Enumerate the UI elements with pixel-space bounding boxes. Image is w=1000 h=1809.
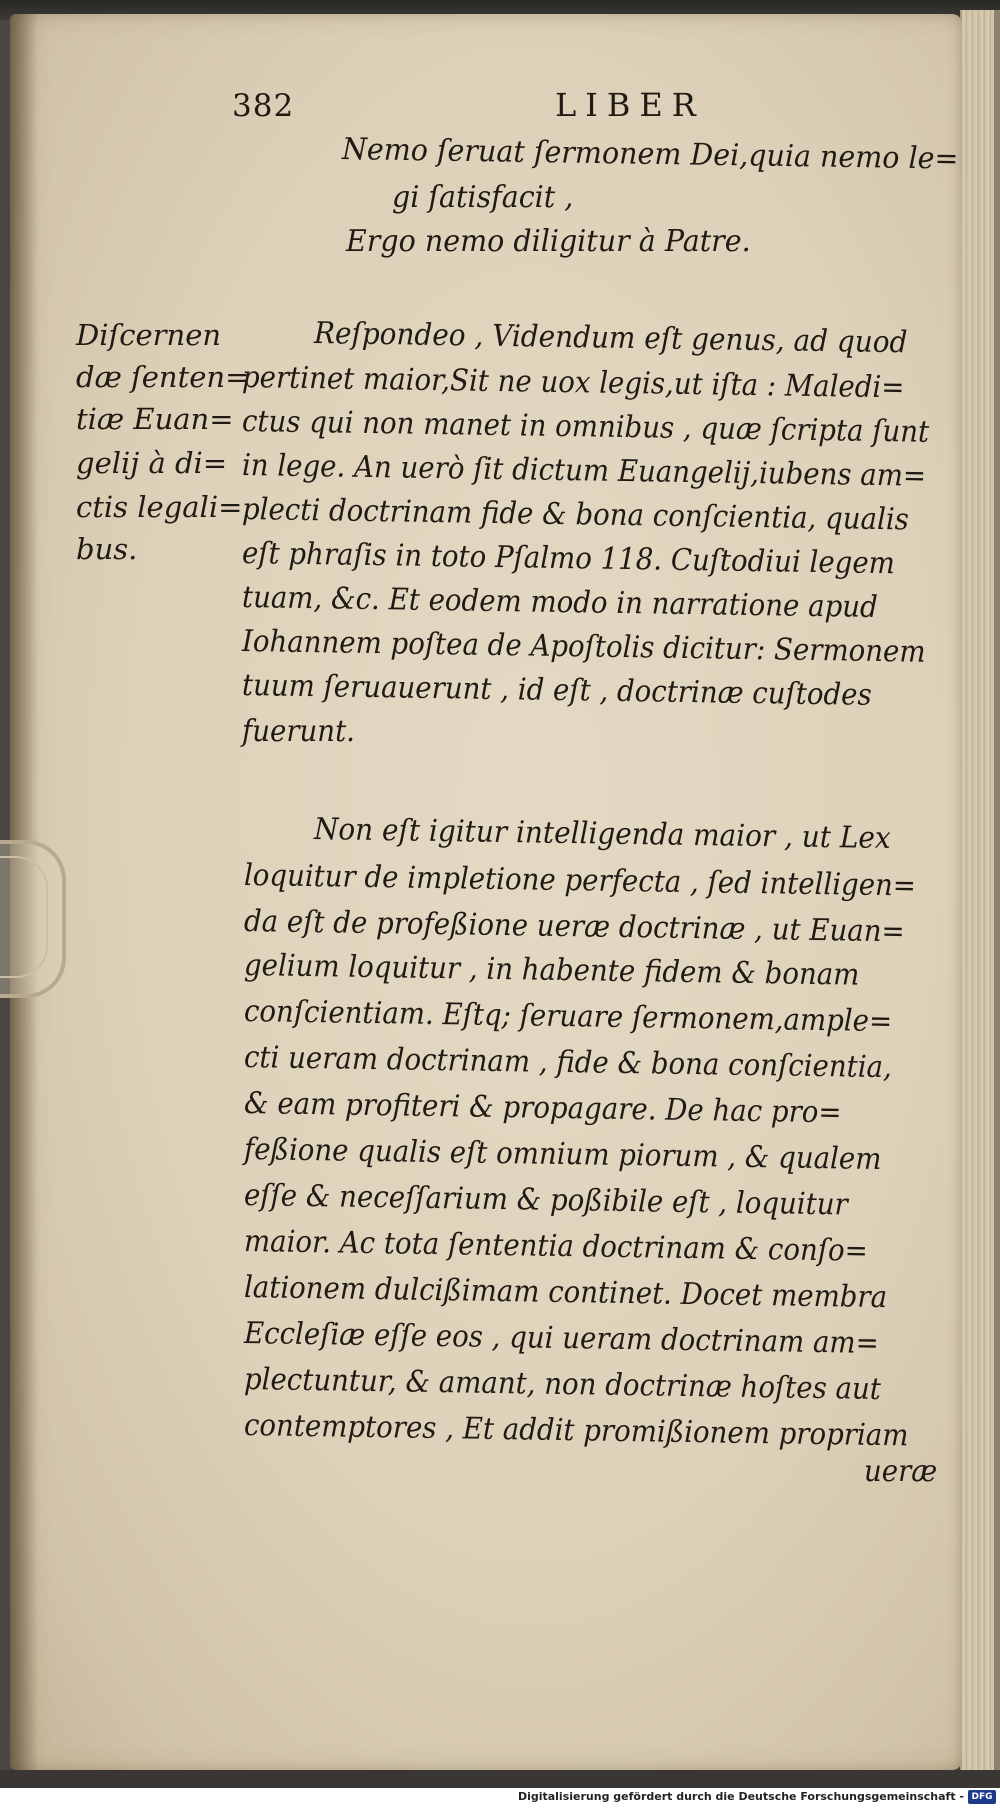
body-line: loquitur de impletione perfecta , ſed intelligen=: [243, 858, 917, 904]
syllogism-line: Ergo nemo diligitur à Patre.: [346, 224, 751, 259]
body-line: Iohannem poſtea de Apoſtolis dicitur: Sermonem: [241, 624, 926, 670]
body-line: in lege. An uerò ſit dictum Euangelij,iubens am=: [241, 448, 927, 494]
body-line: cti ueram doctrinam , fide & bona conſcientia,: [243, 1040, 893, 1086]
body-line: tuam, &c. Et eodem modo in narratione apud: [241, 580, 879, 625]
body-line: tuum ſeruauerunt , id eſt , doctrinæ cuſtodes: [241, 668, 872, 713]
body-line: lationem dulcißimam continet. Docet membra: [243, 1270, 888, 1316]
catchword: ueræ: [864, 1454, 938, 1489]
body-line: plectuntur, & amant, non doctrinæ hoſtes aut: [243, 1362, 882, 1408]
body-line: conſcientiam. Eſtq; ſeruare ſermonem,ample=: [243, 994, 893, 1040]
margin-note-line: bus.: [76, 532, 138, 566]
margin-note-line: ctis legali=: [76, 490, 243, 524]
page-clip-inner: [0, 856, 48, 978]
body-line: plecti doctrinam fide & bona conſcientia, qualis: [241, 492, 910, 538]
book-fore-edge: [994, 10, 1000, 1770]
body-line: Reſpondeo , Videndum eſt genus, ad quod: [313, 316, 908, 361]
dfg-logo: DFG: [968, 1790, 996, 1804]
body-line: fuerunt.: [242, 714, 355, 749]
body-line: eſt phraſis in toto Pſalmo 118. Cuſtodiui legem: [241, 536, 896, 582]
body-line: ctus qui non manet in omnibus , quæ ſcripta ſunt: [241, 404, 930, 450]
digitization-credit: Digitalisierung gefördert durch die Deutsche Forschungsgemeinschaft -: [517, 1790, 964, 1803]
body-line: Eccleſiæ eſſe eos , qui ueram doctrinam am=: [243, 1316, 880, 1361]
syllogism-line: Nemo ſeruat ſermonem Dei,quia nemo le=: [341, 132, 959, 177]
body-line: contemptores , Et addit promißionem propriam: [243, 1408, 909, 1454]
margin-note-line: gelij à di=: [76, 446, 228, 480]
body-line: maior. Ac tota ſententia doctrinam & conſo=: [243, 1224, 869, 1269]
syllogism-line: gi ſatisfacit ,: [392, 180, 574, 215]
body-line: pertinet maior,Sit ne uox legis,ut iſta : Maledi=: [241, 360, 905, 406]
body-line: Non eſt igitur intelligenda maior , ut Lex: [313, 812, 891, 857]
margin-note-line: Diſcernen: [76, 318, 222, 352]
page-number: 382: [232, 88, 295, 124]
running-head: LIBER: [555, 86, 705, 124]
body-line: da eſt de profeßione ueræ doctrinæ , ut Euan=: [243, 904, 905, 950]
margin-note-line: tiæ Euan=: [76, 402, 234, 436]
scanner-background-bottom: [0, 1770, 1000, 1788]
body-line: & eam profiteri & propagare. De hac pro=: [243, 1086, 842, 1131]
body-line: feßione qualis eſt omnium piorum , & qualem: [243, 1132, 882, 1178]
body-line: gelium loquitur , in habente fidem & bonam: [243, 948, 860, 993]
body-line: eſſe & neceſſarium & poßibile eſt , loquitur: [243, 1178, 848, 1223]
margin-note-line: dæ ſenten=: [76, 360, 250, 394]
